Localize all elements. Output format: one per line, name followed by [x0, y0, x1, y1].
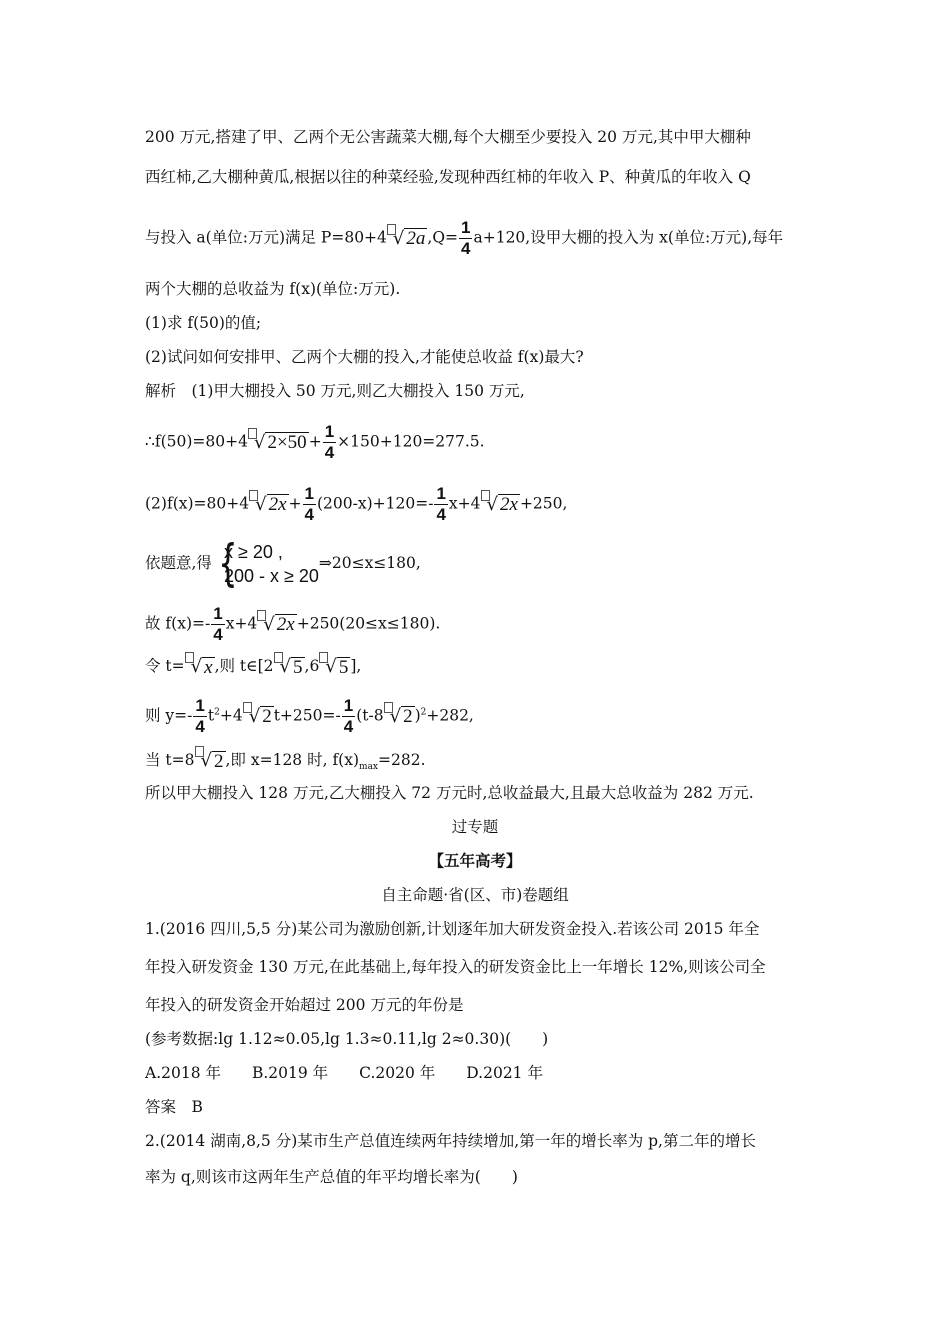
- solution-line-3: (2)f(x)=80+4 √ 2x + $\frac{1}{4}$ (200-x)+120=- $\frac{1}{4}$ x+4 √ 2x +250,: [145, 484, 568, 524]
- question-group-title: 自主命题·省(区、市)卷题组: [381, 886, 569, 904]
- radicand: 2: [214, 750, 224, 772]
- radical-sign: √: [253, 431, 266, 453]
- fraction: $\frac{1}{4}$: [213, 604, 223, 644]
- exercise-2-line-1: 2.(2014 湖南,8,5 分)某市生产总值连续两年持续增加,第一年的增长率为 p,第二年的增长: [145, 1132, 756, 1150]
- question-1: (1)求 f(50)的值;: [145, 314, 262, 332]
- fraction: $\frac{1}{4}$: [195, 696, 205, 736]
- solution-line-4: 依题意,得 { x ≥ 20 , 200 - x ≥ 20 ⇒20≤x≤180,: [145, 534, 421, 592]
- problem-line-4: 两个大棚的总收益为 f(x)(单位:万元).: [145, 280, 401, 298]
- problem-line-3: 与投入 a(单位:万元)满足 P=80+4 √ 2a ,Q= $\frac{1}{4}$ a+120,设甲大棚的投入为 x(单位:万元),每年: [145, 218, 784, 258]
- radicand: 2x: [276, 614, 295, 635]
- radicand: 2: [403, 706, 413, 727]
- radical-sign: √: [255, 493, 267, 515]
- section-title: 过专题: [451, 818, 499, 836]
- radicand: 5: [293, 656, 303, 678]
- radical-sign: √: [486, 493, 498, 515]
- fraction: $\frac{1}{4}$: [461, 218, 471, 258]
- solution-line-7: 则 y=- $\frac{1}{4}$ $t^2+4$ √ 2 t+250=- $\frac{1}{4}$ (t-8 √ 2 )$^2$+282,: [145, 696, 474, 736]
- fraction: $\frac{1}{4}$: [436, 484, 446, 524]
- radical-sign: √: [325, 656, 337, 677]
- solution-line-2: ∴f(50)=80+4 √ 2×50 + $\frac{1}{4}$ ×150+120=277.5.: [145, 422, 485, 462]
- radical-sign: √: [389, 705, 402, 727]
- solution-line-1: 解析 (1)甲大棚投入 50 万元,则乙大棚投入 150 万元,: [145, 382, 525, 400]
- radicand: 5: [338, 656, 349, 678]
- exercise-1-reference: (参考数据:lg 1.12≈0.05,lg 1.3≈0.11,lg 2≈0.30)( ): [145, 1030, 549, 1048]
- section-subtitle: 【五年高考】: [428, 851, 522, 870]
- question-2: (2)试问如何安排甲、乙两个大棚的投入,才能使总收益 f(x)最大?: [145, 348, 584, 366]
- fraction: $\frac{1}{4}$: [324, 422, 335, 462]
- radicand: 2: [262, 706, 272, 727]
- problem-line-2: 西红柿,乙大棚种黄瓜,根据以往的种菜经验,发现种西红柿的年收入 P、种黄瓜的年收入 Q: [145, 168, 751, 186]
- fraction: $\frac{1}{4}$: [304, 484, 314, 524]
- radicand: 2x: [268, 494, 287, 515]
- inequality-system: { x ≥ 20 , 200 - x ≥ 20: [218, 534, 319, 592]
- exercise-2-line-2: 率为 q,则该市这两年生产总值的年平均增长率为( ): [145, 1168, 518, 1186]
- solution-line-8: 当 t=8 √ 2 ,即 x=128 时, $f(x)_{max}=282$.: [145, 746, 810, 778]
- exercise-1-answer: 答案 B: [145, 1098, 203, 1116]
- radicand: 2×50: [267, 432, 307, 453]
- solution-line-6: 令 t= √ x ,则 t∈[2 √ 5 ,6 √ 5 ],: [145, 652, 810, 678]
- radical-sign: √: [392, 227, 405, 249]
- solution-line-5: 故 f(x)=- $\frac{1}{4}$ x+4 √ 2x +250(20≤x≤180).: [145, 604, 441, 644]
- radical-sign: √: [263, 613, 275, 635]
- fraction: $\frac{1}{4}$: [343, 696, 354, 736]
- problem-line-1: 200 万元,搭建了甲、乙两个无公害蔬菜大棚,每个大棚至少要投入 20 万元,其中甲大棚种: [145, 128, 751, 146]
- exercise-1-options: A.2018 年 B.2019 年 C.2020 年 D.2021 年: [145, 1064, 543, 1082]
- radicand: 2x: [500, 494, 518, 515]
- radical-sign: √: [190, 656, 203, 677]
- radical-sign: √: [279, 656, 292, 677]
- exercise-1-line-1: 1.(2016 四川,5,5 分)某公司为激励创新,计划逐年加大研发资金投入.若该公司 2015 年全: [145, 920, 760, 938]
- exercise-1-line-3: 年投入的研发资金开始超过 200 万元的年份是: [145, 996, 464, 1014]
- radicand: 2a: [406, 228, 426, 249]
- radical-sign: √: [200, 750, 212, 771]
- radical-sign: √: [248, 705, 261, 727]
- brace-icon: {: [218, 534, 238, 592]
- solution-conclusion: 所以甲大棚投入 128 万元,乙大棚投入 72 万元时,总收益最大,且最大总收益为 282 万元.: [145, 784, 754, 802]
- radicand: x: [204, 656, 213, 678]
- exercise-1-line-2: 年投入研发资金 130 万元,在此基础上,每年投入的研发资金比上一年增长 12%,则该公司全: [145, 958, 766, 976]
